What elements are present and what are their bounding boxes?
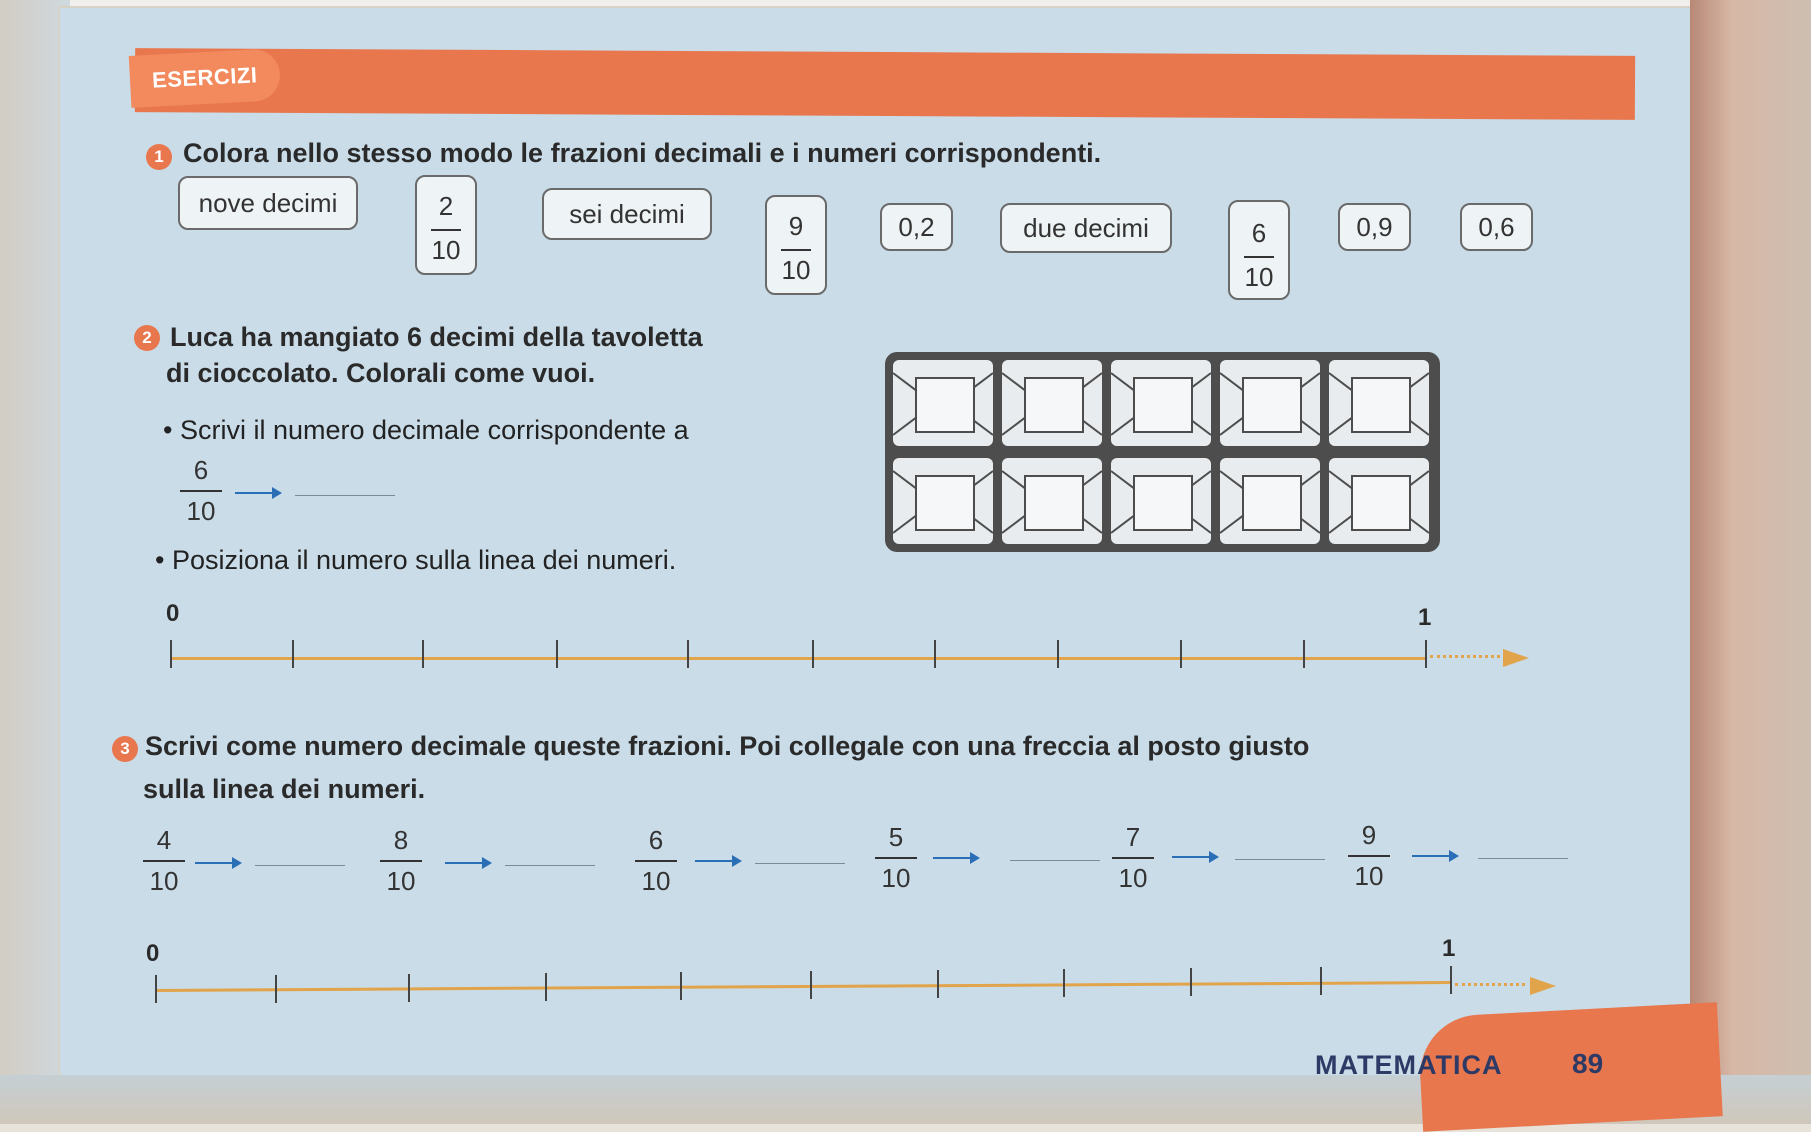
fraction-bar (1348, 855, 1390, 857)
fraction-bar (1244, 256, 1274, 258)
exercise-2-bullet2: • Posiziona il numero sulla linea dei numeri. (155, 545, 677, 575)
tick (1425, 640, 1427, 668)
answer-blank[interactable] (505, 865, 595, 866)
arrow-icon (695, 860, 740, 862)
chocolate-piece[interactable] (1002, 360, 1102, 446)
fraction-numerator: 5 (888, 822, 904, 852)
exercise-3-line1: Scrivi come numero decimale queste frazioni. Poi collegale con una freccia al posto giusto (145, 731, 1310, 761)
tick (545, 973, 547, 1001)
exercise-3-badge: 3 (112, 736, 138, 762)
fraction-numerator: 6 (648, 825, 664, 855)
tick (1190, 968, 1192, 996)
page-number: 89 (1572, 1048, 1604, 1079)
word-box-nove-decimi[interactable]: nove decimi (178, 176, 358, 230)
fraction-denominator: 10 (1354, 861, 1384, 891)
chocolate-piece[interactable] (1220, 458, 1320, 544)
fraction-bar (635, 860, 677, 862)
tick (937, 970, 939, 998)
word-box-due-decimi[interactable]: due decimi (1000, 203, 1172, 253)
fraction-numerator: 9 (788, 211, 804, 241)
number-line-1 (170, 657, 1425, 660)
chocolate-piece[interactable] (1111, 360, 1211, 446)
tick (1320, 967, 1322, 995)
arrow-icon (933, 857, 978, 859)
fraction-box-9-10[interactable] (765, 195, 827, 295)
chocolate-piece[interactable] (893, 360, 993, 446)
tick (810, 971, 812, 999)
section-header: ESERCIZI (129, 48, 282, 108)
tick (292, 640, 294, 668)
number-line-2-arrowhead (1530, 977, 1556, 995)
exercise-2-bullet1: • Scrivi il numero decimale corrispondente a (163, 415, 689, 445)
exercise-3-line2: sulla linea dei numeri. (143, 774, 426, 804)
number-line-2-start-label: 0 (146, 940, 160, 967)
ex3-fraction-4-10 (143, 825, 185, 897)
fraction-numerator: 8 (393, 825, 409, 855)
ex3-fraction-6-10 (635, 825, 677, 897)
fraction-denominator: 10 (1118, 863, 1148, 893)
answer-blank[interactable] (1235, 859, 1325, 860)
bullet1-text: Scrivi il numero decimale corrispondente a (179, 415, 689, 445)
chocolate-piece[interactable] (1220, 360, 1320, 446)
chocolate-bar (885, 352, 1440, 552)
word-box-sei-decimi[interactable]: sei decimi (542, 188, 712, 240)
chocolate-piece[interactable] (1111, 458, 1211, 544)
tick (170, 640, 172, 668)
fraction-numerator: 4 (156, 825, 172, 855)
decimal-box-0-6[interactable]: 0,6 (1460, 203, 1533, 251)
tick (687, 640, 689, 668)
fraction-denominator: 10 (386, 866, 416, 896)
footer-subject: MATEMATICA (1315, 1050, 1503, 1080)
answer-blank[interactable] (755, 863, 845, 864)
fraction-denominator: 10 (431, 235, 461, 265)
answer-blank[interactable] (1010, 860, 1100, 861)
fraction-denominator: 10 (149, 866, 179, 896)
decimal-box-0-2[interactable]: 0,2 (880, 203, 953, 251)
fraction-numerator: 6 (1251, 218, 1267, 248)
arrow-icon (445, 862, 490, 864)
fraction-bar (875, 857, 917, 859)
fraction-denominator: 10 (1244, 262, 1274, 292)
exercise-2-line1: Luca ha mangiato 6 decimi della tavoletta (170, 322, 703, 352)
fraction-numerator: 7 (1125, 822, 1141, 852)
arrow-icon (1412, 855, 1457, 857)
fraction-bar (1112, 857, 1154, 859)
answer-blank[interactable] (255, 865, 345, 866)
fraction-box-6-10[interactable] (1228, 200, 1290, 300)
exercise-1-badge: 1 (146, 144, 172, 170)
answer-blank[interactable] (1478, 858, 1568, 859)
tick (1450, 966, 1452, 994)
tick (275, 975, 277, 1003)
chocolate-piece[interactable] (893, 458, 993, 544)
fraction-box-2-10[interactable] (415, 175, 477, 275)
arrow-icon (1172, 856, 1217, 858)
number-line-1-arrowhead (1503, 649, 1529, 667)
ex3-fraction-9-10 (1348, 820, 1390, 892)
ex3-fraction-5-10 (875, 822, 917, 894)
tick (1303, 640, 1305, 668)
chocolate-piece[interactable] (1329, 360, 1429, 446)
fraction-bar (781, 249, 811, 251)
fraction-numerator: 6 (193, 455, 209, 485)
tick (556, 640, 558, 668)
bullet2-text: Posiziona il numero sulla linea dei numeri. (171, 545, 677, 575)
number-line-1-dots (1430, 655, 1500, 661)
exercise-2-badge: 2 (134, 325, 160, 351)
tick (680, 972, 682, 1000)
header-band (135, 48, 1635, 120)
tick (1063, 969, 1065, 997)
tick (1057, 640, 1059, 668)
tick (422, 640, 424, 668)
fraction-denominator: 10 (881, 863, 911, 893)
tick (1180, 640, 1182, 668)
fraction-denominator: 10 (641, 866, 671, 896)
chocolate-piece[interactable] (1002, 458, 1102, 544)
number-line-2-end-label: 1 (1442, 935, 1456, 962)
chocolate-piece[interactable] (1329, 458, 1429, 544)
fraction-bar (143, 860, 185, 862)
exercise-1-instruction: Colora nello stesso modo le frazioni decimali e i numeri corrispondenti. (183, 138, 1102, 168)
ex3-fraction-8-10 (380, 825, 422, 897)
exercise-2-line2: di cioccolato. Colorali come vuoi. (166, 358, 596, 388)
tick (155, 975, 157, 1003)
book-right-edge (1690, 0, 1811, 1124)
fraction-denominator: 10 (781, 255, 811, 285)
tick (408, 974, 410, 1002)
tick (934, 640, 936, 668)
number-line-1-end-label: 1 (1418, 604, 1432, 631)
number-line-2-dots (1455, 983, 1525, 989)
decimal-box-0-9[interactable]: 0,9 (1338, 203, 1411, 251)
number-line-1-start-label: 0 (166, 600, 180, 627)
fraction-bar (180, 490, 222, 492)
fraction-numerator: 2 (438, 191, 454, 221)
tick (812, 640, 814, 668)
fraction-bar (431, 229, 461, 231)
fraction-numerator: 9 (1361, 820, 1377, 850)
fraction-bar (380, 860, 422, 862)
ex3-fraction-7-10 (1112, 822, 1154, 894)
arrow-icon (235, 492, 280, 494)
arrow-icon (195, 862, 240, 864)
exercise-2-fraction (180, 455, 222, 527)
fraction-denominator: 10 (186, 496, 216, 526)
answer-blank-ex2[interactable] (295, 495, 395, 496)
